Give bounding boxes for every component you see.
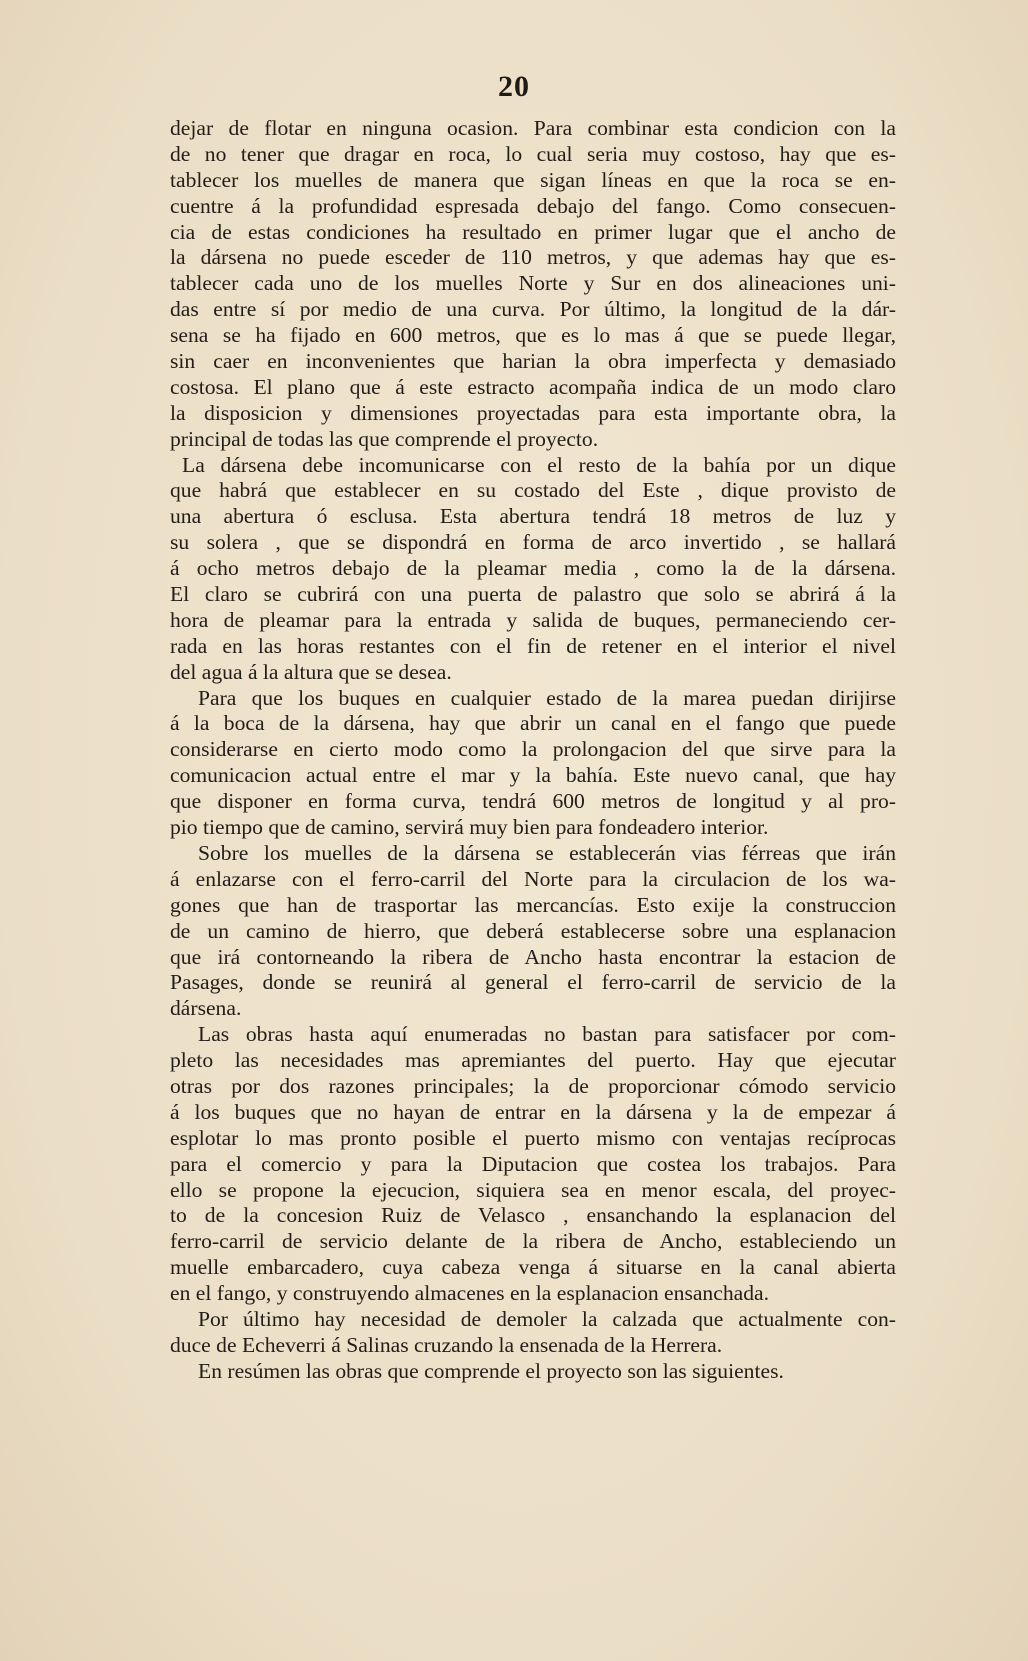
text-line: una abertura ó esclusa. Esta abertura tendrá 18 metros de luz y [170,504,896,529]
text-line: duce de Echeverri á Salinas cruzando la ensenada de la Herrera. [170,1332,723,1357]
text-line: otras por dos razones principales; la de proporcionar cómodo servicio [170,1073,896,1098]
text-line: considerarse en cierto modo como la prolongacion del que sirve para la [170,737,896,762]
text-line: tablecer cada uno de los muelles Norte y Sur en dos alineaciones uni- [170,271,896,296]
text-line: á ocho metros debajo de la pleamar media , como la de la dársena. [170,556,896,581]
text-line: que habrá que establecer en su costado del Este , dique provisto de [170,478,896,503]
text-line: La dársena debe incomunicarse con el resto de la bahía por un dique [182,452,896,477]
text-line: esplotar lo mas pronto posible el puerto mismo con ventajas recíprocas [170,1125,896,1150]
text-line: en el fango, y construyendo almacenes en la esplanacion ensanchada. [170,1281,769,1306]
body-text [170,116,896,1385]
text-line: costosa. El plano que á este estracto acompaña indica de un modo claro [170,374,896,399]
text-line: muelle embarcadero, cuya cabeza venga á situarse en la canal abierta [170,1255,896,1280]
text-line: sin caer en inconvenientes que harian la obra imperfecta y demasiado [170,349,896,374]
text-line: la disposicion y dimensiones proyectadas para esta importante obra, la [170,400,896,425]
text-line: para el comercio y para la Diputacion que costea los trabajos. Para [170,1151,896,1176]
text-line: de un camino de hierro, que deberá establecerse sobre una esplanacion [170,918,896,943]
text-line: principal de todas las que comprende el proyecto. [170,426,599,451]
text-line: gones que han de trasportar las mercancías. Esto exije la construccion [170,892,896,917]
text-line: la dársena no puede esceder de 110 metros, y que ademas hay que es- [170,245,896,270]
text-line: comunicacion actual entre el mar y la bahía. Este nuevo canal, que hay [170,763,896,788]
text-line: Para que los buques en cualquier estado de la marea puedan dirijirse [198,685,896,710]
text-line: Las obras hasta aquí enumeradas no bastan para satisfacer por com- [198,1022,896,1047]
text-line: rada en las horas restantes con el fin de retener en el interior el nivel [170,633,896,658]
text-line: que disponer en forma curva, tendrá 600 metros de longitud y al pro- [170,789,896,814]
text-line: cia de estas condiciones ha resultado en primer lugar que el ancho de [170,219,896,244]
page-number: 20 [498,70,530,103]
text-line: dársena. [170,996,242,1021]
text-line: del agua á la altura que se desea. [170,659,452,684]
text-line: dejar de flotar en ninguna ocasion. Para combinar esta condicion con la [170,116,896,140]
text-line: ferro-carril de servicio delante de la ribera de Ancho, estableciendo un [170,1229,896,1254]
text-line: das entre sí por medio de una curva. Por último, la longitud de la dár- [170,297,896,322]
text-line: sena se ha fijado en 600 metros, que es lo mas á que se puede llegar, [170,323,896,348]
text-line: á enlazarse con el ferro-carril del Norte para la circulacion de los wa- [170,866,896,891]
text-line: á la boca de la dársena, hay que abrir un canal en el fango que puede [170,711,896,736]
text-line: ello se propone la ejecucion, siquiera sea en menor escala, del proyec- [170,1177,896,1202]
text-line: de no tener que dragar en roca, lo cual seria muy costoso, hay que es- [170,141,896,166]
text-line: á los buques que no hayan de entrar en la dársena y la de empezar á [170,1099,896,1124]
text-line: su solera , que se dispondrá en forma de arco invertido , se hallará [170,530,896,555]
text-line: tablecer los muelles de manera que sigan líneas en que la roca se en- [170,167,896,192]
text-line: Sobre los muelles de la dársena se establecerán vias férreas que irán [198,840,896,865]
text-line: En resúmen las obras que comprende el proyecto son las siguientes. [198,1358,784,1383]
text-line: que irá contorneando la ribera de Ancho hasta encontrar la estacion de [170,944,896,969]
text-line: cuentre á la profundidad espresada debajo del fango. Como consecuen- [170,193,896,218]
text-line: pio tiempo que de camino, servirá muy bien para fondeadero interior. [170,815,769,840]
text-line: El claro se cubrirá con una puerta de palastro que solo se abrirá á la [170,582,896,607]
text-line: Pasages, donde se reunirá al general el ferro-carril de servicio de la [170,970,896,995]
text-line: Por último hay necesidad de demoler la calzada que actualmente con- [198,1306,896,1331]
text-line: hora de pleamar para la entrada y salida de buques, permaneciendo cer- [170,607,896,632]
text-line: to de la concesion Ruiz de Velasco , ensanchando la esplanacion del [170,1203,896,1228]
text-line: pleto las necesidades mas apremiantes del puerto. Hay que ejecutar [170,1048,896,1073]
